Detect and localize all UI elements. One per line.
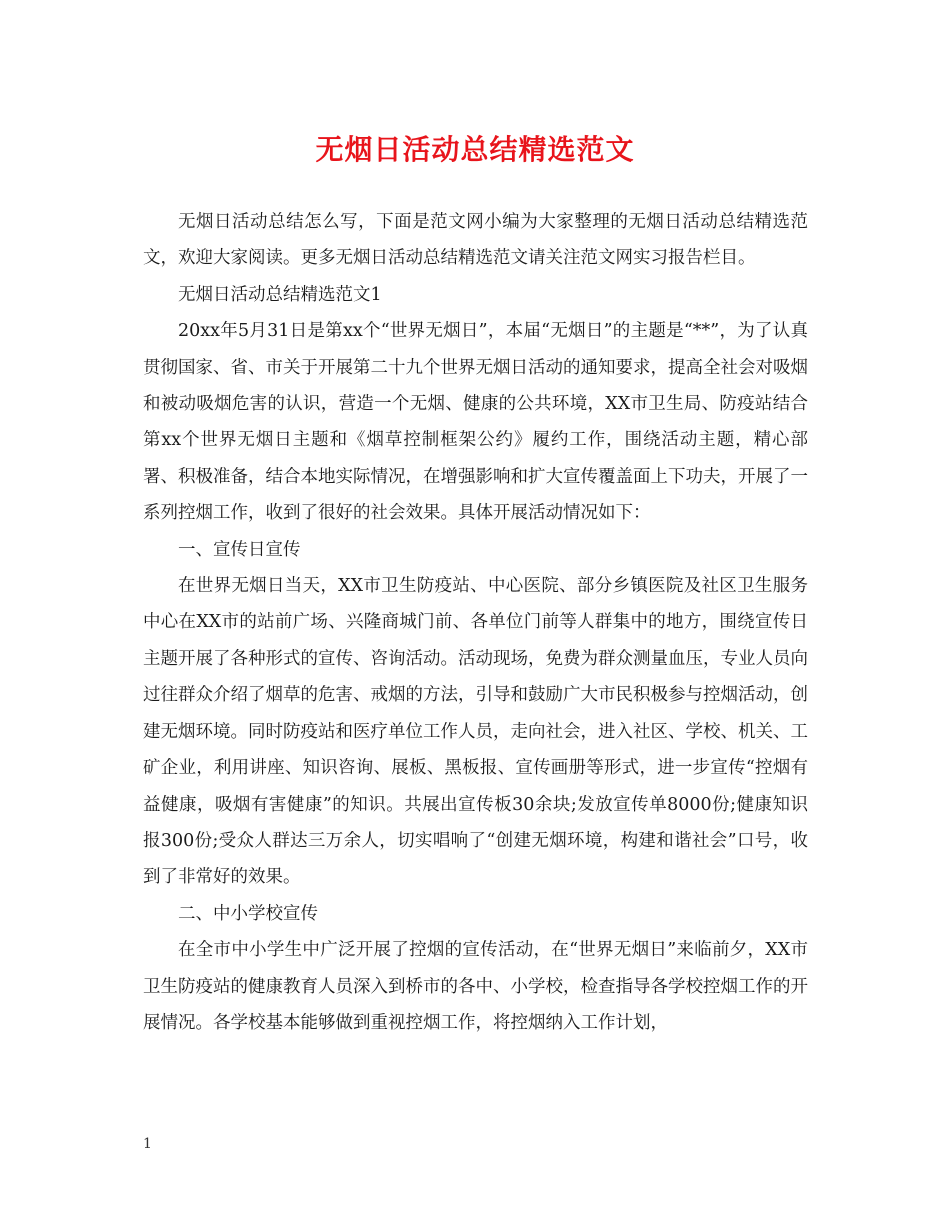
section-heading-publicity-day: 一、宣传日宣传 xyxy=(178,539,301,560)
body-paragraph: 在世界无烟日当天，XX市卫生防疫站、中心医院、部分乡镇医院及社区卫生服务中心在XX市的站前广场、兴隆商城门前、各单位门前等人群集中的地方，围绕宣传日主题开展了各种形式的宣传、咨询活动。活动现场，免费为群众测量血压，专业人员向过往群众介绍了烟草的危害、戒烟的方法，引导和鼓励广大市民积极参与控烟活动，创建无烟环境。同时防疫站和医疗单位工作人员，走向社会，进入社区、学校、机关、工矿企业，利用讲座、知识咨询、展板、黑板报、宣传画册等形式，进一步宣传“控烟有益健康，吸烟有害健康”的知识。共展出宣传板30余块;发放宣传单8000份;健康知识报300份;受众人群达三万余人，切实唱响了“创建无烟环境，构建和谐社会”口号，收到了非常好的效果。 xyxy=(143,576,808,888)
body-paragraph: 20xx年5月31日是第xx个“世界无烟日”，本届“无烟日”的主题是“**”，为了认真贯彻国家、省、市关于开展第二十九个世界无烟日活动的通知要求，提高全社会对吸烟和被动吸烟危害的认识，营造一个无烟、健康的公共环境，XX市卫生局、防疫站结合第xx个世界无烟日主题和《烟草控制框架公约》履约工作，围绕活动主题，精心部署、积极准备，结合本地实际情况，在增强影响和扩大宣传覆盖面上下功夫，开展了一系列控烟工作，收到了很好的社会效果。具体开展活动情况如下： xyxy=(143,321,808,524)
document-title: 无烟日活动总结精选范文 xyxy=(315,133,635,166)
section-heading-sample-1: 无烟日活动总结精选范文1 xyxy=(178,284,382,305)
section-heading-schools: 二、中小学校宣传 xyxy=(178,903,318,924)
document-body xyxy=(143,204,808,1041)
body-paragraph: 在全市中小学生中广泛开展了控烟的宣传活动，在“世界无烟日”来临前夕，XX市卫生防疫站的健康教育人员深入到桥市的各中、小学校，检查指导各学校控烟工作的开展情况。各学校基本能够做到重视控烟工作，将控烟纳入工作计划， xyxy=(143,940,808,1033)
page-number: 1 xyxy=(143,1136,152,1152)
intro-paragraph: 无烟日活动总结怎么写，下面是范文网小编为大家整理的无烟日活动总结精选范文，欢迎大家阅读。更多无烟日活动总结精选范文请关注范文网实习报告栏目。 xyxy=(143,212,808,269)
